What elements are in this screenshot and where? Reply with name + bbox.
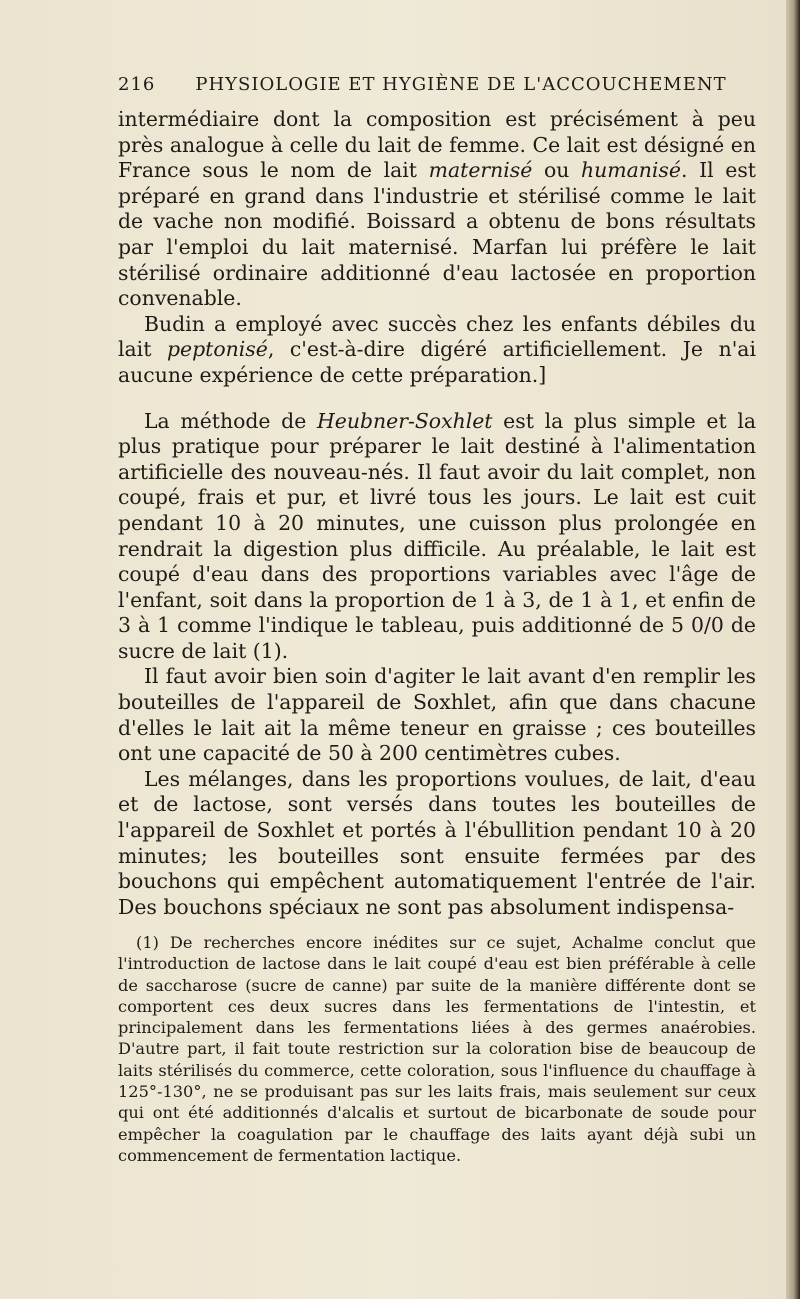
- paragraph-3: [118, 409, 756, 665]
- page-number: 216: [118, 74, 156, 95]
- italic-term: peptonisé: [166, 337, 268, 362]
- text-run: intermédiaire dont la composition est précisément à peu près analogue à celle du lait de femme. Ce lait est désigné en France sous le nom de lait: [118, 107, 756, 183]
- text-run: , c'est-à-dire digéré artificiellement. Je n'ai aucune expérience de cette préparation.]: [118, 337, 756, 387]
- running-header: [118, 74, 756, 95]
- footnote-1: (1) De recherches encore inédites sur ce sujet, Achalme conclut que l'introduction de lactose dans le lait coupé d'eau est bien préférable à celle de saccharose (sucre de canne) par suite de la manière différente dont se comportent ces deux sucres dans les fermentations de l'intestin, et principalement dans les fermentations liées à des germes anaérobies. D'autre part, il fait toute restriction sur la coloration bise de beaucoup de laits stérilisés du commerce, cette coloration, sous l'influence du chauffage à 125°-130°, ne se produisant pas sur les laits frais, mais seulement sur ceux qui ont été additionnés d'alcalis et surtout de bicarbonate de soude pour empêcher la coagulation par le chauffage des laits ayant déjà subi un commencement de fermentation lactique.: [118, 933, 756, 1165]
- italic-term: humanisé: [581, 158, 681, 183]
- text-run: La méthode de: [144, 408, 317, 433]
- italic-term: Heubner-Soxhlet: [316, 408, 493, 433]
- text-run: ou: [532, 158, 581, 183]
- paragraph-5: Les mélanges, dans les proportions voulues, de lait, d'eau et de lactose, sont versés dans toutes les bouteilles de l'appareil de Soxhlet et portés à l'ébullition pendant 10 à 20 minutes; les bouteilles sont ensuite fermées par des bouchons qui empêchent automatiquement l'entrée de l'air. Des bouchons spéciaux ne sont pas absolument indispensa-: [118, 766, 756, 919]
- footnotes: [118, 932, 756, 1166]
- running-title: PHYSIOLOGIE ET HYGIÈNE DE L'ACCOUCHEMENT: [195, 74, 727, 95]
- paragraph-4: Il faut avoir bien soin d'agiter le lait avant d'en remplir les bouteilles de l'appareil de Soxhlet, afin que dans chacune d'elles le lait ait la même teneur en graisse ; ces bouteilles ont une capacité de 50 à 200 centimètres cubes.: [118, 664, 756, 766]
- text-run: est la plus simple et la plus pratique pour préparer le lait destiné à l'alimentation artificielle des nouveau-nés. Il faut avoir du lait complet, non coupé, frais et pur, et livré tous les jours. Le lait est cuit pendant 10 à 20 minutes, une cuisson plus prolongée en rendrait la digestion plus difficile. Au préalable, le lait est coupé d'eau dans des proportions variables avec l'âge de l'enfant, soit dans la proportion de 1 à 3, de 1 à 1, et enfin de 3 à 1 comme l'indique le tableau, puis additionné de 5 0/0 de sucre de lait (1).: [118, 408, 757, 663]
- paragraph-1: [118, 107, 756, 312]
- main-text: [118, 107, 756, 920]
- text-run: Budin a employé avec succès chez les enfants débiles du lait: [118, 311, 756, 362]
- page-binding-edge: [786, 0, 800, 1299]
- paragraph-2: [118, 312, 756, 389]
- text-run: . Il est préparé en grand dans l'industrie et stérilisé comme le lait de vache non modifié. Boissard a obtenu de bons résultats par l'emploi du lait maternisé. Marfan lui préfère le lait stérilisé ordinaire additionné d'eau lactosée en proportion convenable.: [118, 158, 756, 311]
- italic-term: maternisé: [428, 158, 533, 183]
